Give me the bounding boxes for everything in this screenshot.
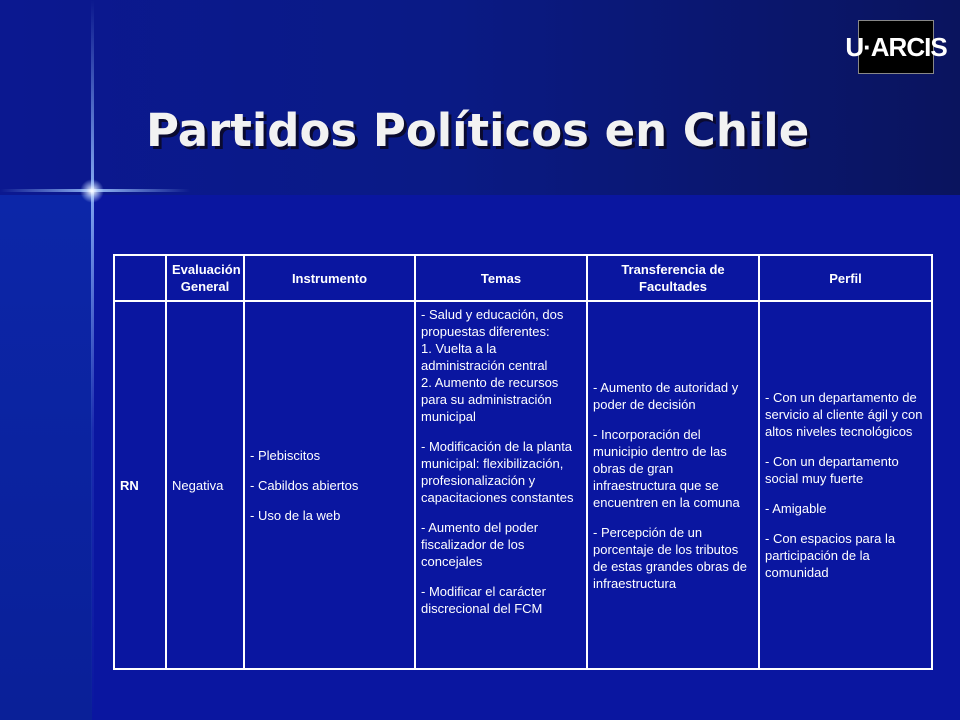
cell-instrumento [244, 301, 415, 669]
uarcis-logo: U·ARCIS [858, 20, 934, 74]
cell-party: RN [114, 301, 166, 669]
temas-item: - Aumento del poder fiscalizador de los concejales [421, 520, 539, 569]
light-flare-vertical [91, 0, 94, 720]
cell-temas [415, 301, 587, 669]
light-flare-core [80, 179, 104, 203]
temas-item: - Modificar el carácter discrecional del FCM [421, 584, 546, 616]
header-transferencia: Transferencia de Facultades [587, 255, 759, 301]
instrumento-item: - Cabildos abiertos [250, 477, 359, 493]
header-party [114, 255, 166, 301]
slide-title: Partidos Políticos en Chile [146, 104, 810, 157]
parties-table [113, 254, 933, 670]
temas-item: - Salud y educación, dos propuestas diferentes: 1. Vuelta a la administración central 2. Aumento de recursos para su administración municipal [421, 307, 564, 424]
cell-evaluacion: Negativa [166, 301, 244, 669]
perfil-item: - Con un departamento de servicio al cliente ágil y con altos niveles tecnológicos [765, 390, 923, 439]
left-band [0, 195, 92, 720]
instrumento-item: - Uso de la web [250, 507, 341, 523]
transferencia-item: - Percepción de un porcentaje de los tributos de estas grandes obras de infraestructura [593, 524, 747, 591]
header-temas: Temas [415, 255, 587, 301]
temas-item: - Modificación de la planta municipal: flexibilización, profesionalización y capacitaciones constantes [421, 439, 574, 505]
transferencia-item: - Aumento de autoridad y poder de decisión [593, 379, 739, 412]
cell-perfil [759, 301, 932, 669]
table-header-row [114, 255, 932, 301]
header-instrumento: Instrumento [244, 255, 415, 301]
instrumento-item: - Plebiscitos [250, 447, 321, 463]
perfil-item: - Con espacios para la participación de la comunidad [765, 531, 896, 580]
table-row [114, 301, 932, 669]
header-background [0, 0, 960, 195]
transferencia-item: - Incorporación del municipio dentro de las obras de gran infraestructura que se encuentren en la comuna [593, 426, 740, 510]
perfil-item: - Amigable [765, 501, 827, 516]
cell-transferencia [587, 301, 759, 669]
perfil-item: - Con un departamento social muy fuerte [765, 454, 899, 486]
header-evaluacion: Evaluación General [166, 255, 244, 301]
header-perfil: Perfil [759, 255, 932, 301]
